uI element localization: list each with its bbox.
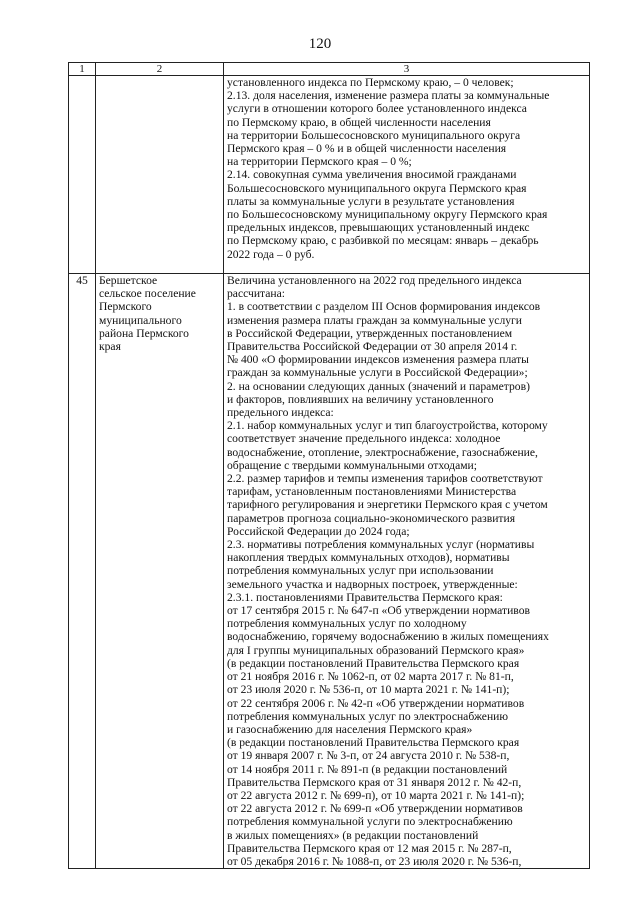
text-line: от 23 июля 2020 г. № 536-п, от 10 марта 2021 г. № 141-п); [227, 683, 510, 697]
text-line: (в редакции постановлений Правительства Пермского края [227, 656, 520, 670]
text-line: граждан за коммунальные услуги в Российской Федерации»; [227, 366, 528, 380]
text-line: в жилых помещениях» (в редакции постановлений [227, 828, 479, 842]
text-line: тарифам, установленным постановлениями Министерства [227, 485, 517, 499]
text-line: по Пермскому краю, с разбивкой по месяцам: январь – декабрь [227, 234, 539, 248]
text-line: 2.3.1. постановлениями Правительства Пермского края: [227, 590, 503, 604]
text-line: 2.3. нормативы потребления коммунальных услуг (нормативы [227, 538, 535, 552]
text-line: края [99, 340, 121, 354]
text-line: потребления коммунальных услуг по электроснабжению [227, 709, 509, 723]
page-number: 120 [308, 36, 332, 52]
header-col-1: 1 [69, 63, 96, 76]
text-line: № 400 «О формировании индексов изменения размера платы [227, 353, 529, 367]
document-table [68, 62, 590, 869]
text-line: соответствует значение предельного индекса: холодное [227, 432, 501, 446]
text-line: муниципального [99, 313, 182, 327]
row-text [224, 274, 590, 869]
text-line: платы за коммунальные услуги в результате установления [227, 194, 515, 208]
text-line: земельного участка и надворных построек, утвержденные: [227, 577, 518, 591]
text-line: потребления коммунальных услуг по холодному [227, 617, 467, 631]
text-line: на территории Пермского края – 0 %; [227, 155, 412, 169]
text-line: потребления коммунальной услуги по электроснабжению [227, 815, 513, 829]
text-line: Правительства Пермского края от 31 января 2012 г. № 42-п, [227, 775, 522, 789]
text-line: и факторов, повлиявших на величину установленного [227, 392, 494, 406]
table-row [69, 76, 590, 274]
text-line: Большесосновского муниципального округа Пермского края [227, 181, 527, 195]
text-line: от 21 ноября 2016 г. № 1062-п, от 02 марта 2017 г. № 81-п, [227, 670, 514, 684]
text-line: по Большесосновскому муниципальному округу Пермского края [227, 208, 548, 222]
text-line: района Пермского [99, 326, 189, 340]
text-line: (в редакции постановлений Правительства Пермского края [227, 736, 520, 750]
text-line: водоснабжению, горячему водоснабжению в жилых помещениях [227, 630, 549, 644]
table-header-row [69, 63, 590, 76]
text-line: обращение с твердыми коммунальными отходами; [227, 458, 477, 472]
text-line: 2022 года – 0 руб. [227, 247, 315, 261]
header-col-2: 2 [96, 63, 224, 76]
row-number [69, 76, 96, 274]
text-line: Правительства Пермского края от 12 мая 2015 г. № 287-п, [227, 841, 512, 855]
text-line: услуги в отношении которого более установленного индекса [227, 102, 527, 116]
text-line: Бершетское [99, 274, 158, 287]
header-col-3: 3 [224, 63, 590, 76]
text-line: рассчитана: [227, 287, 285, 301]
text-line: предельных индексов, превышающих установленный индекс [227, 221, 530, 235]
text-line: Величина установленного на 2022 год предельного индекса [227, 274, 522, 287]
text-line: от 22 сентября 2006 г. № 42-п «Об утверждении нормативов [227, 696, 525, 710]
text-line: на территории Большесосновского муниципального округа [227, 128, 521, 142]
row-name [96, 76, 224, 274]
text-line: 2.2. размер тарифов и темпы изменения тарифов соответствуют [227, 472, 543, 486]
text-line: от 22 августа 2012 г. № 699-п), от 10 марта 2021 г. № 141-п); [227, 788, 525, 802]
text-line: 2.13. доля населения, изменение размера платы за коммунальные [227, 89, 550, 103]
text-line: изменения размера платы граждан за коммунальные услуги [227, 313, 522, 327]
text-line: для I группы муниципальных образований Пермского края» [227, 643, 525, 657]
text-line: предельного индекса: [227, 406, 334, 420]
text-line: Правительства Российской Федерации от 30 апреля 2014 г. [227, 340, 518, 354]
text-line: тарифного регулирования и энергетики Пермского края с учетом [227, 498, 548, 512]
text-line: накопления твердых коммунальных отходов), нормативы [227, 551, 510, 565]
row-text [224, 76, 590, 274]
text-line: Российской Федерации до 2024 года; [227, 524, 410, 538]
text-line: водоснабжение, отопление, электроснабжение, газоснабжение, [227, 445, 538, 459]
table-row [69, 274, 590, 869]
text-line: сельское поселение [99, 287, 196, 301]
text-line: параметров прогноза социально-экономического развития [227, 511, 516, 525]
text-line: по Пермскому краю, в общей численности населения [227, 115, 491, 129]
text-line: потребления коммунальных услуг при использовании [227, 564, 494, 578]
text-line: и газоснабжению для населения Пермского края» [227, 722, 473, 736]
text-line: в Российской Федерации, утвержденных постановлением [227, 326, 513, 340]
row-number: 45 [69, 274, 96, 869]
text-line: Пермского края – 0 % и в общей численности населения [227, 142, 507, 156]
row-name [96, 274, 224, 869]
text-line: от 17 сентября 2015 г. № 647-п «Об утверждении нормативов [227, 604, 530, 618]
text-line: 2.14. совокупная сумма увеличения вносимой гражданами [227, 168, 517, 182]
text-line: установленного индекса по Пермскому краю, – 0 человек; [227, 76, 514, 89]
text-line: 2. на основании следующих данных (значений и параметров) [227, 379, 530, 393]
text-line: Пермского [99, 300, 152, 314]
text-line: от 22 августа 2012 г. № 699-п «Об утверждении нормативов [227, 802, 523, 816]
text-line: от 19 января 2007 г. № 3-п, от 24 августа 2010 г. № 538-п, [227, 749, 510, 763]
text-line: от 14 ноября 2011 г. № 891-п (в редакции постановлений [227, 762, 508, 776]
text-line: 1. в соответствии с разделом III Основ формирования индексов [227, 300, 541, 314]
text-line: от 05 декабря 2016 г. № 1088-п, от 23 июля 2020 г. № 536-п, [227, 854, 522, 868]
text-line: 2.1. набор коммунальных услуг и тип благоустройства, которому [227, 419, 548, 433]
